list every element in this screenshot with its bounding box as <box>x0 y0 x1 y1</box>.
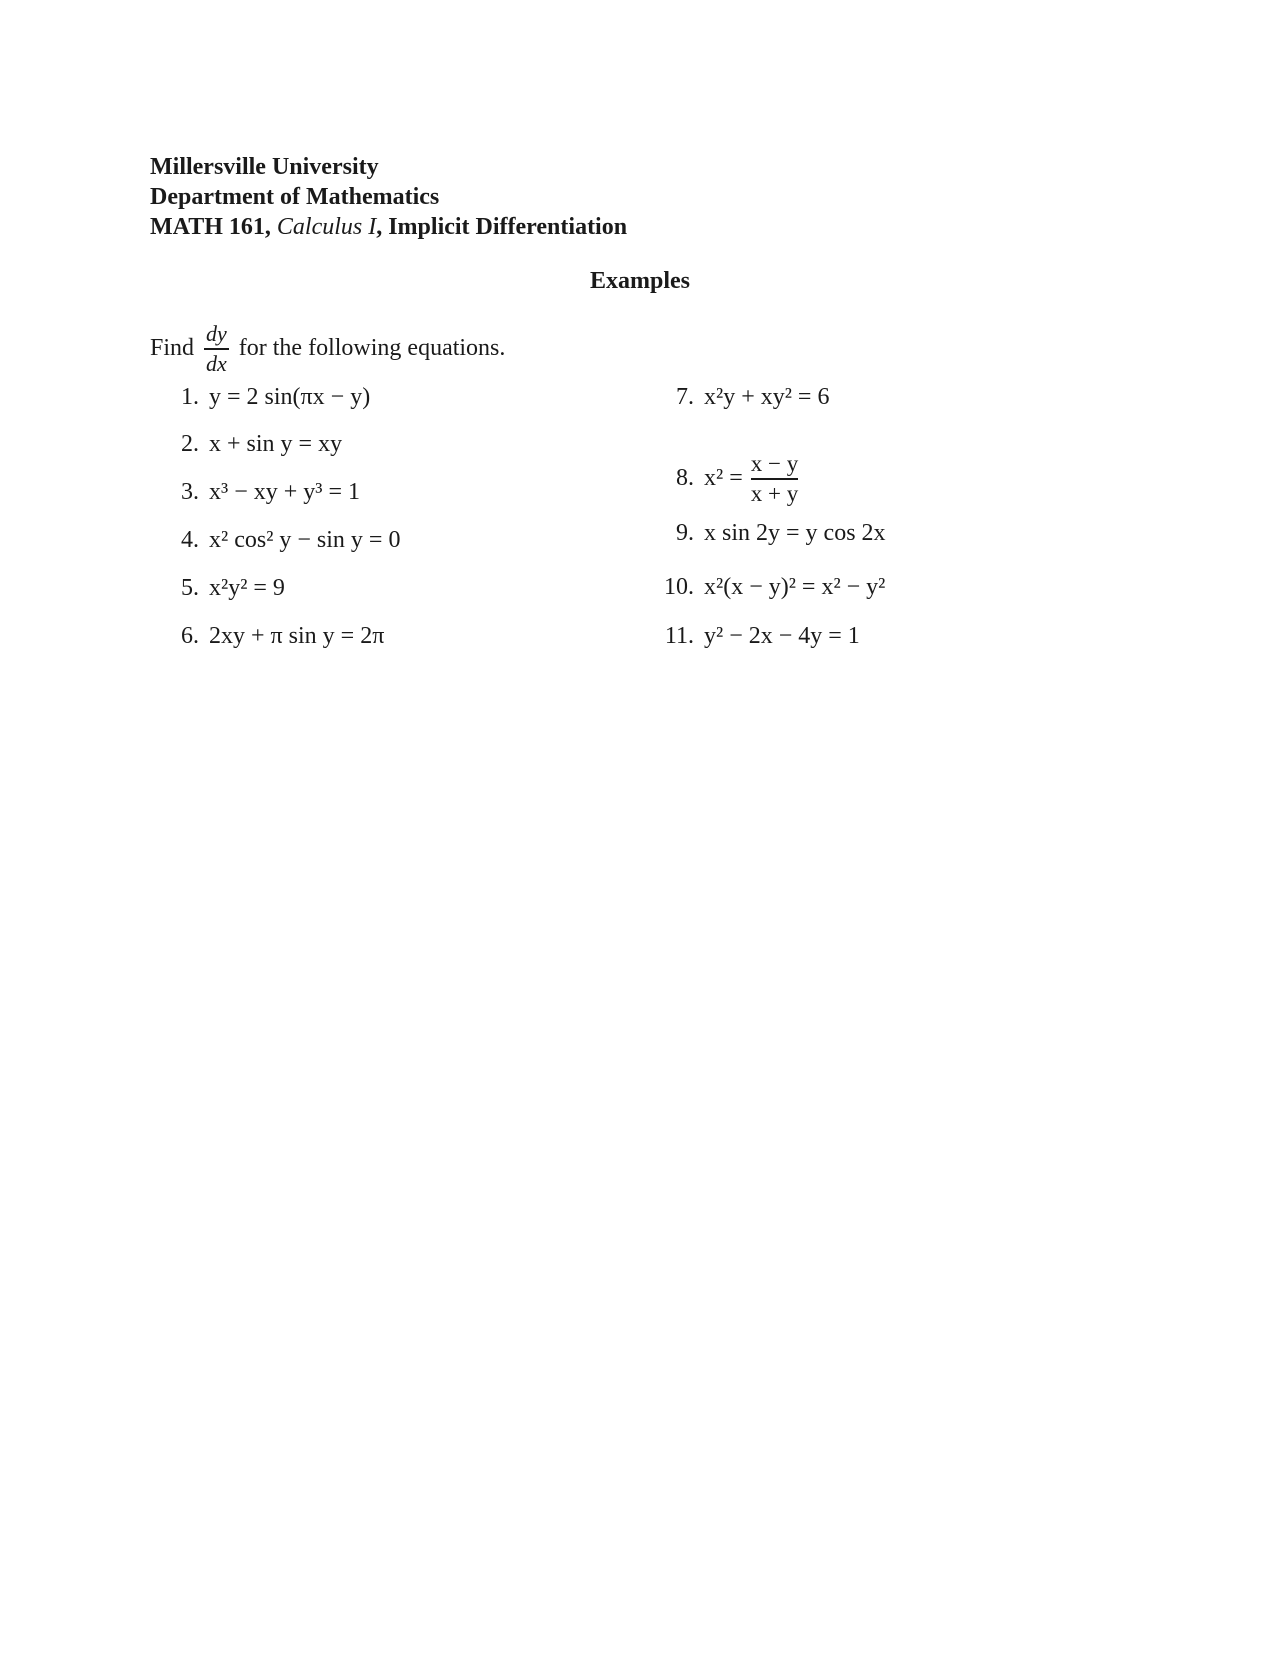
problem-number: 3. <box>181 479 199 505</box>
section-title: Examples <box>589 268 690 294</box>
problem-item <box>654 520 886 547</box>
problem-item <box>171 479 360 506</box>
equation-fraction <box>751 450 798 508</box>
problem-number: 6. <box>181 623 199 649</box>
problem-number: 7. <box>676 384 694 410</box>
university-name: Millersville University <box>150 154 379 180</box>
problem-item <box>654 574 885 601</box>
problem-equation: x²(x − y)² = x² − y² <box>704 574 886 600</box>
department-name: Department of Mathematics <box>150 184 440 210</box>
instruction-prefix: Find <box>150 335 195 362</box>
problem-number: 8. <box>676 465 694 492</box>
problem-equation: x sin 2y = y cos 2x <box>704 520 886 546</box>
problem-equation: y² − 2x − 4y = 1 <box>704 623 860 649</box>
problem-item <box>171 431 342 458</box>
derivative-fraction <box>204 322 229 376</box>
problem-equation: 2xy + π sin y = 2π <box>209 623 385 649</box>
fraction-numerator: dy <box>206 321 227 346</box>
problem-equation: x²y + xy² = 6 <box>704 384 830 410</box>
problem-number: 10. <box>664 574 694 600</box>
problem-item <box>654 623 860 650</box>
problem-number: 4. <box>181 527 199 553</box>
problem-item <box>171 384 370 411</box>
problem-equation: y = 2 sin(πx − y) <box>209 384 371 410</box>
fraction-numerator: x − y <box>750 451 799 476</box>
course-line <box>150 212 627 242</box>
problem-equation: x + sin y = xy <box>209 431 343 457</box>
problem-item <box>654 450 798 508</box>
problem-equation: x²y² = 9 <box>209 575 285 601</box>
course-topic: , Implicit Differentiation <box>376 214 628 240</box>
problem-item <box>171 575 285 602</box>
problem-number: 11. <box>664 623 694 649</box>
problem-number: 2. <box>181 431 199 457</box>
problem-item <box>654 384 829 411</box>
document-header <box>150 152 627 242</box>
course-name: Calculus I <box>276 214 377 240</box>
problem-number: 1. <box>181 384 199 410</box>
instruction-suffix: for the following equations. <box>238 335 506 362</box>
instruction-line <box>150 322 505 376</box>
course-code: MATH 161, <box>150 214 271 240</box>
problem-number: 5. <box>181 575 199 601</box>
problem-item <box>171 527 400 554</box>
fraction-denominator: dx <box>206 350 227 376</box>
fraction-denominator: x + y <box>750 480 799 506</box>
problem-item <box>171 623 384 650</box>
problem-equation: x³ − xy + y³ = 1 <box>209 479 360 505</box>
problem-equation: x² cos² y − sin y = 0 <box>209 527 401 553</box>
problem-number: 9. <box>676 520 694 546</box>
problem-equation-lhs: x² = <box>704 465 743 492</box>
